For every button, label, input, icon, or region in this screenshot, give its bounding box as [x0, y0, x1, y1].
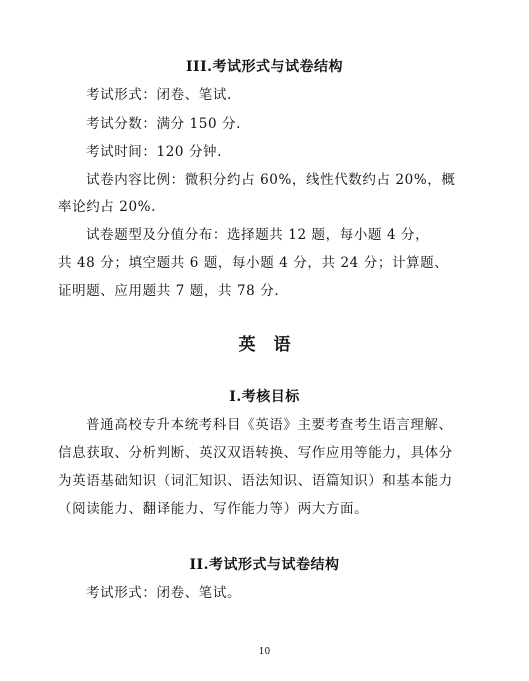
exam-form-line: 考试形式：闭卷、笔试. — [86, 87, 232, 103]
goals-paragraph-line: （阅读能力、翻译能力、写作能力等）两大方面。 — [58, 501, 369, 517]
page-number: 10 — [258, 647, 271, 657]
section-heading-english-structure: II.考试形式与试卷结构 — [189, 557, 340, 573]
subject-title-char: 语 — [273, 335, 291, 355]
content-ratio-line: 试卷内容比例：微积分约占 60%，线性代数约占 20%，概 — [86, 172, 456, 188]
section-heading-english-goals: I.考核目标 — [229, 389, 300, 405]
question-types-line-cont-2: 证明题、应用题共 7 题，共 78 分. — [58, 283, 280, 299]
goals-paragraph-line: 为英语基础知识（词汇知识、语法知识、语篇知识）和基本能力 — [58, 473, 453, 489]
question-types-line-cont-1: 共 48 分；填空题共 6 题，每小题 4 分，共 24 分；计算题、 — [58, 255, 449, 271]
exam-time-line: 考试时间：120 分钟. — [86, 144, 223, 160]
subject-title — [0, 330, 529, 355]
content-ratio-line-cont: 率论约占 20%. — [58, 199, 156, 215]
section-heading-math-structure: III.考试形式与试卷结构 — [185, 59, 344, 75]
subject-title-char: 英 — [238, 335, 256, 355]
goals-paragraph-line: 普通高校专升本统考科目《英语》主要考查考生语言理解、 — [86, 417, 453, 433]
goals-paragraph-line: 信息获取、分析判断、英汉双语转换、写作应用等能力，具体分 — [58, 445, 453, 461]
question-types-line: 试卷题型及分值分布：选择题共 12 题，每小题 4 分， — [86, 227, 430, 243]
english-exam-form-line: 考试形式：闭卷、笔试。 — [86, 585, 242, 601]
exam-score-line: 考试分数：满分 150 分. — [86, 116, 242, 132]
